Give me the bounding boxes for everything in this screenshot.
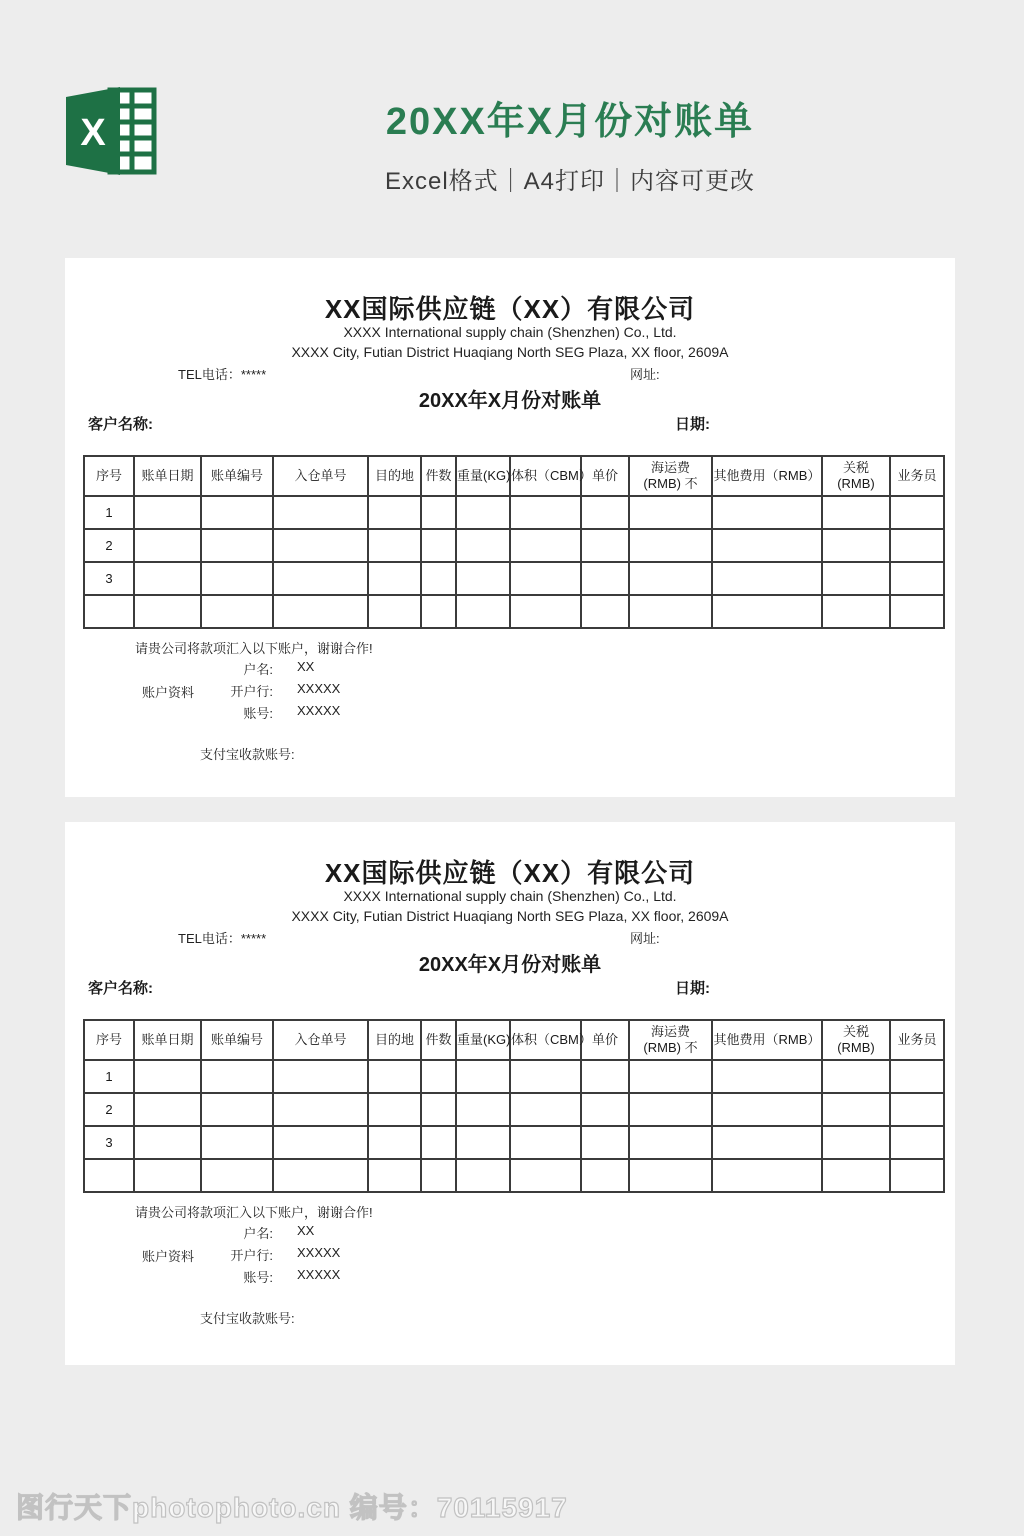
empty-cell	[890, 1060, 944, 1093]
empty-cell	[134, 562, 201, 595]
page-subtitle: Excel格式｜A4打印｜内容可更改	[384, 168, 756, 195]
row-number-cell: 2	[84, 1093, 134, 1126]
empty-cell	[201, 496, 273, 529]
empty-cell	[890, 562, 944, 595]
column-header: 重量(KG)	[456, 456, 510, 496]
empty-cell	[368, 1093, 421, 1126]
column-header: 账单日期	[134, 456, 201, 496]
empty-cell	[421, 1093, 456, 1126]
empty-cell	[822, 562, 890, 595]
empty-cell	[510, 1093, 581, 1126]
empty-cell	[510, 1126, 581, 1159]
empty-cell	[510, 595, 581, 628]
row-number-cell: 1	[84, 496, 134, 529]
empty-cell	[890, 529, 944, 562]
column-header: 体积（CBM）	[510, 1020, 581, 1060]
empty-cell	[421, 496, 456, 529]
table-row	[84, 595, 944, 628]
company-name: XX国际供应链（XX）有限公司	[324, 858, 696, 888]
table-row	[84, 1159, 944, 1192]
empty-cell	[421, 1126, 456, 1159]
empty-cell	[712, 562, 822, 595]
account-group-label: 账户资料	[142, 685, 195, 700]
column-header: 海运费 (RMB) 不	[629, 456, 712, 496]
empty-cell	[368, 562, 421, 595]
column-header: 目的地	[368, 456, 421, 496]
row-number-cell: 2	[84, 529, 134, 562]
empty-cell	[201, 529, 273, 562]
empty-cell	[273, 496, 368, 529]
page-title: 20XX年X月份对账单	[385, 101, 755, 143]
column-header: 目的地	[368, 1020, 421, 1060]
empty-cell	[456, 562, 510, 595]
field-value: XXXXX	[297, 1245, 341, 1260]
empty-cell	[134, 1093, 201, 1126]
empty-cell	[201, 1126, 273, 1159]
table-row	[84, 1093, 944, 1126]
empty-cell	[712, 1126, 822, 1159]
column-header: 入仓单号	[273, 1020, 368, 1060]
row-number-cell	[84, 595, 134, 628]
excel-icon-letter: X	[80, 112, 106, 154]
column-header: 件数	[421, 1020, 456, 1060]
empty-cell	[456, 595, 510, 628]
empty-cell	[712, 1093, 822, 1126]
column-header: 关税 (RMB)	[822, 1020, 890, 1060]
table-header-row	[84, 1020, 944, 1060]
empty-cell	[273, 595, 368, 628]
empty-cell	[890, 595, 944, 628]
website-label: 网址:	[630, 931, 660, 946]
statement-title: 20XX年X月份对账单	[418, 390, 602, 412]
empty-cell	[421, 595, 456, 628]
empty-cell	[712, 529, 822, 562]
row-number-cell	[84, 1159, 134, 1192]
row-number-cell: 3	[84, 562, 134, 595]
date-label: 日期:	[675, 980, 710, 997]
statement-sheet	[65, 822, 955, 1365]
empty-cell	[368, 1060, 421, 1093]
empty-cell	[581, 1126, 629, 1159]
table-row	[84, 562, 944, 595]
empty-cell	[712, 496, 822, 529]
row-number-cell: 1	[84, 1060, 134, 1093]
field-label: 账号:	[243, 1270, 273, 1285]
empty-cell	[890, 1159, 944, 1192]
empty-cell	[456, 496, 510, 529]
empty-cell	[581, 1060, 629, 1093]
column-header: 其他费用（RMB）	[712, 1020, 822, 1060]
empty-cell	[456, 1093, 510, 1126]
empty-cell	[581, 562, 629, 595]
company-name-en: XXXX International supply chain (Shenzhen) Co., Ltd.	[343, 888, 677, 904]
account-group-label: 账户资料	[142, 1249, 195, 1264]
excel-logo-icon	[60, 84, 160, 178]
empty-cell	[134, 1126, 201, 1159]
empty-cell	[456, 1126, 510, 1159]
remit-note: 请贵公司将款项汇入以下账户，谢谢合作!	[135, 1205, 373, 1220]
empty-cell	[629, 562, 712, 595]
empty-cell	[273, 562, 368, 595]
empty-cell	[368, 1126, 421, 1159]
empty-cell	[273, 1060, 368, 1093]
empty-cell	[822, 1093, 890, 1126]
empty-cell	[134, 595, 201, 628]
field-value: XXXXX	[297, 1267, 341, 1282]
empty-cell	[629, 1126, 712, 1159]
empty-cell	[629, 1093, 712, 1126]
empty-cell	[629, 496, 712, 529]
row-number-cell: 3	[84, 1126, 134, 1159]
empty-cell	[822, 529, 890, 562]
promo-header	[170, 90, 970, 196]
empty-cell	[134, 529, 201, 562]
empty-cell	[273, 1126, 368, 1159]
field-value: XX	[297, 1223, 315, 1238]
empty-cell	[629, 1159, 712, 1192]
column-header: 序号	[84, 1020, 134, 1060]
empty-cell	[510, 529, 581, 562]
column-header: 单价	[581, 1020, 629, 1060]
empty-cell	[510, 1060, 581, 1093]
date-label: 日期:	[675, 416, 710, 433]
empty-cell	[201, 562, 273, 595]
column-header: 账单编号	[201, 456, 273, 496]
empty-cell	[273, 1159, 368, 1192]
tel-label: TEL电话：*****	[178, 367, 267, 382]
column-header: 账单编号	[201, 1020, 273, 1060]
empty-cell	[421, 1060, 456, 1093]
field-label: 开户行:	[230, 684, 273, 699]
table-header-row	[84, 456, 944, 496]
empty-cell	[134, 1060, 201, 1093]
empty-cell	[273, 529, 368, 562]
remit-note: 请贵公司将款项汇入以下账户，谢谢合作!	[135, 641, 373, 656]
empty-cell	[201, 1159, 273, 1192]
column-header: 入仓单号	[273, 456, 368, 496]
empty-cell	[201, 595, 273, 628]
table-row	[84, 1126, 944, 1159]
customer-name-label: 客户名称:	[88, 980, 153, 997]
company-address: XXXX City, Futian District Huaqiang North SEG Plaza, XX floor, 2609A	[291, 344, 729, 360]
empty-cell	[368, 1159, 421, 1192]
company-name-en: XXXX International supply chain (Shenzhen) Co., Ltd.	[343, 324, 677, 340]
empty-cell	[890, 1093, 944, 1126]
website-label: 网址:	[630, 367, 660, 382]
empty-cell	[134, 1159, 201, 1192]
site-watermark: 图行天下photophoto.cn 编号：70115917	[16, 1492, 568, 1523]
empty-cell	[510, 1159, 581, 1192]
empty-cell	[712, 1060, 822, 1093]
column-header: 重量(KG)	[456, 1020, 510, 1060]
table-row	[84, 1060, 944, 1093]
empty-cell	[456, 1159, 510, 1192]
empty-cell	[456, 529, 510, 562]
field-label: 户名:	[243, 662, 273, 677]
statement-title: 20XX年X月份对账单	[418, 954, 602, 976]
statement-sheet	[65, 258, 955, 797]
empty-cell	[581, 1159, 629, 1192]
column-header: 体积（CBM）	[510, 456, 581, 496]
column-header: 海运费 (RMB) 不	[629, 1020, 712, 1060]
empty-cell	[421, 529, 456, 562]
column-header: 单价	[581, 456, 629, 496]
column-header: 业务员	[890, 1020, 944, 1060]
empty-cell	[890, 1126, 944, 1159]
empty-cell	[629, 595, 712, 628]
empty-cell	[456, 1060, 510, 1093]
statement-table	[83, 1019, 945, 1193]
empty-cell	[822, 595, 890, 628]
empty-cell	[510, 496, 581, 529]
column-header: 件数	[421, 456, 456, 496]
column-header: 账单日期	[134, 1020, 201, 1060]
column-header: 业务员	[890, 456, 944, 496]
table-row	[84, 529, 944, 562]
field-label: 账号:	[243, 706, 273, 721]
empty-cell	[581, 595, 629, 628]
empty-cell	[712, 595, 822, 628]
empty-cell	[822, 1159, 890, 1192]
empty-cell	[581, 529, 629, 562]
empty-cell	[629, 529, 712, 562]
field-value: XXXXX	[297, 681, 341, 696]
empty-cell	[134, 496, 201, 529]
empty-cell	[368, 529, 421, 562]
alipay-account-label: 支付宝收款账号:	[200, 1311, 295, 1326]
tel-label: TEL电话：*****	[178, 931, 267, 946]
empty-cell	[510, 562, 581, 595]
empty-cell	[822, 1126, 890, 1159]
empty-cell	[368, 595, 421, 628]
empty-cell	[201, 1060, 273, 1093]
customer-name-label: 客户名称:	[88, 416, 153, 433]
company-name: XX国际供应链（XX）有限公司	[324, 294, 696, 324]
column-header: 其他费用（RMB）	[712, 456, 822, 496]
field-value: XXXXX	[297, 703, 341, 718]
empty-cell	[890, 496, 944, 529]
empty-cell	[629, 1060, 712, 1093]
company-address: XXXX City, Futian District Huaqiang North SEG Plaza, XX floor, 2609A	[291, 908, 729, 924]
empty-cell	[421, 562, 456, 595]
empty-cell	[712, 1159, 822, 1192]
empty-cell	[822, 496, 890, 529]
empty-cell	[201, 1093, 273, 1126]
empty-cell	[581, 1093, 629, 1126]
statement-table	[83, 455, 945, 629]
field-label: 户名:	[243, 1226, 273, 1241]
table-row	[84, 496, 944, 529]
field-label: 开户行:	[230, 1248, 273, 1263]
field-value: XX	[297, 659, 315, 674]
empty-cell	[421, 1159, 456, 1192]
column-header: 序号	[84, 456, 134, 496]
alipay-account-label: 支付宝收款账号:	[200, 747, 295, 762]
empty-cell	[822, 1060, 890, 1093]
empty-cell	[581, 496, 629, 529]
empty-cell	[368, 496, 421, 529]
column-header: 关税 (RMB)	[822, 456, 890, 496]
empty-cell	[273, 1093, 368, 1126]
